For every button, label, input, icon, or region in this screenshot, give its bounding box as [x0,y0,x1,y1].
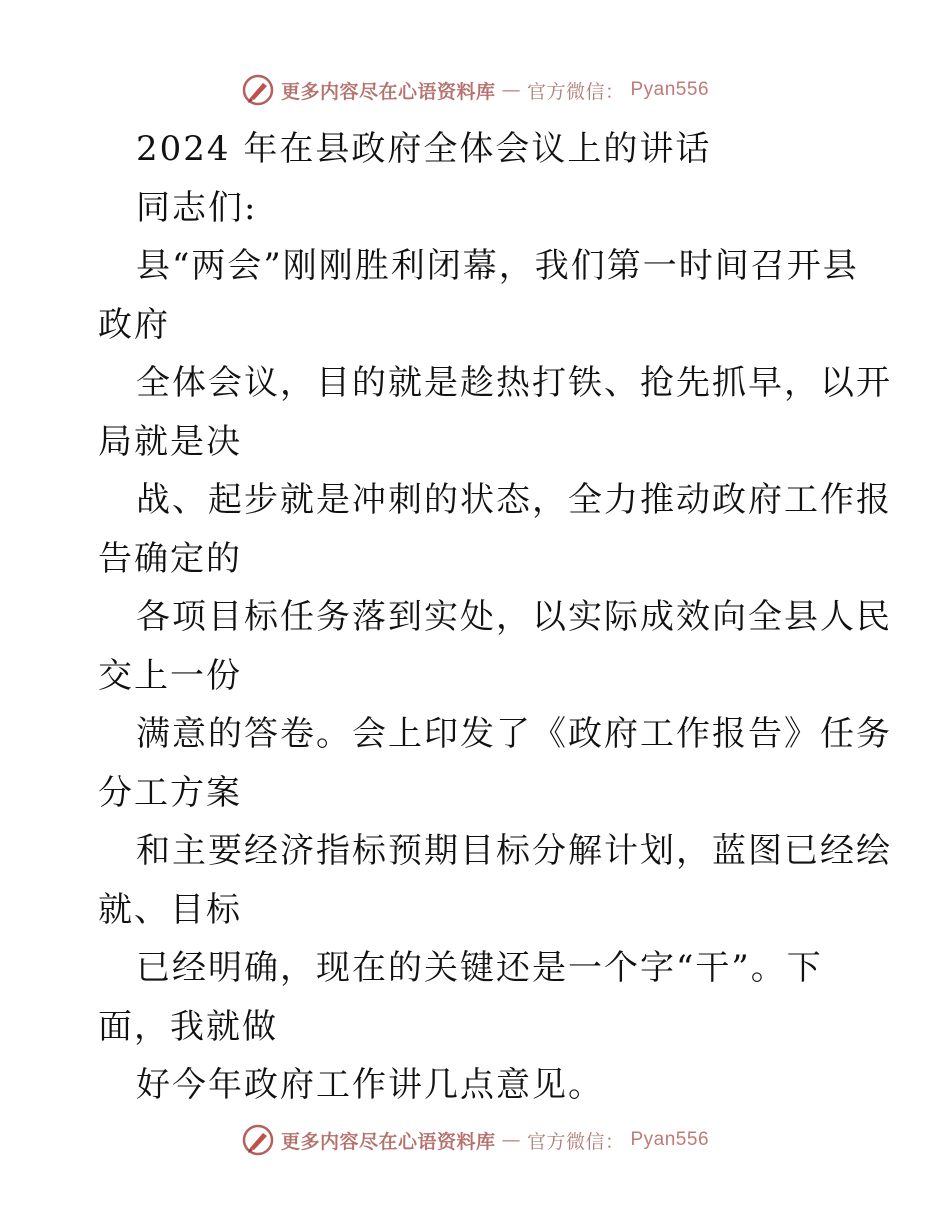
paragraph-line: 已经明确，现在的关键还是一个字“干”。下 [136,948,823,988]
paragraph-line: 局就是决 [98,421,242,462]
paragraph-line: 面，我就做 [98,1006,278,1047]
paragraph-line: 交上一份 [98,655,242,696]
paragraph-line: 全体会议，目的就是趁热打铁、抢先抓早，以开 [136,363,892,403]
pen-logo-icon [241,73,275,107]
watermark-sub-text: 官方微信： [526,1130,625,1153]
pen-logo-icon [241,1123,275,1157]
paragraph-line: 好今年政府工作讲几点意见。 [136,1065,604,1105]
watermark-main-text: 更多内容尽在心语资料库 [280,1130,496,1153]
paragraph-line: 战、起步就是冲刺的状态，全力推动政府工作报 [136,480,892,520]
document-body [98,120,892,1115]
paragraph-line: 和主要经济指标预期目标分解计划，蓝图已经绘 [136,831,892,871]
watermark-dash: — [501,79,521,101]
watermark-wechat-id: Pyan556 [630,1129,710,1150]
paragraph-line: 满意的答卷。会上印发了《政府工作报告》任务 [136,714,892,754]
watermark-wechat-id: Pyan556 [630,79,710,100]
header-watermark [0,70,950,110]
document-title: 2024 年在县政府全体会议上的讲话 [136,129,712,169]
paragraph-line: 政府 [98,304,170,345]
watermark-sub-text: 官方微信： [526,80,625,103]
watermark-main-text: 更多内容尽在心语资料库 [280,80,496,103]
paragraph-line: 各项目标任务落到实处，以实际成效向全县人民 [136,597,892,637]
paragraph-line: 分工方案 [98,772,242,813]
paragraph-line: 县“两会”刚刚胜利闭幕，我们第一时间召开县 [136,246,859,286]
footer-watermark [0,1120,950,1160]
paragraph-line: 告确定的 [98,538,242,579]
salutation: 同志们: [136,187,258,228]
paragraph-line: 就、目标 [98,889,242,930]
watermark-dash: — [501,1129,521,1151]
